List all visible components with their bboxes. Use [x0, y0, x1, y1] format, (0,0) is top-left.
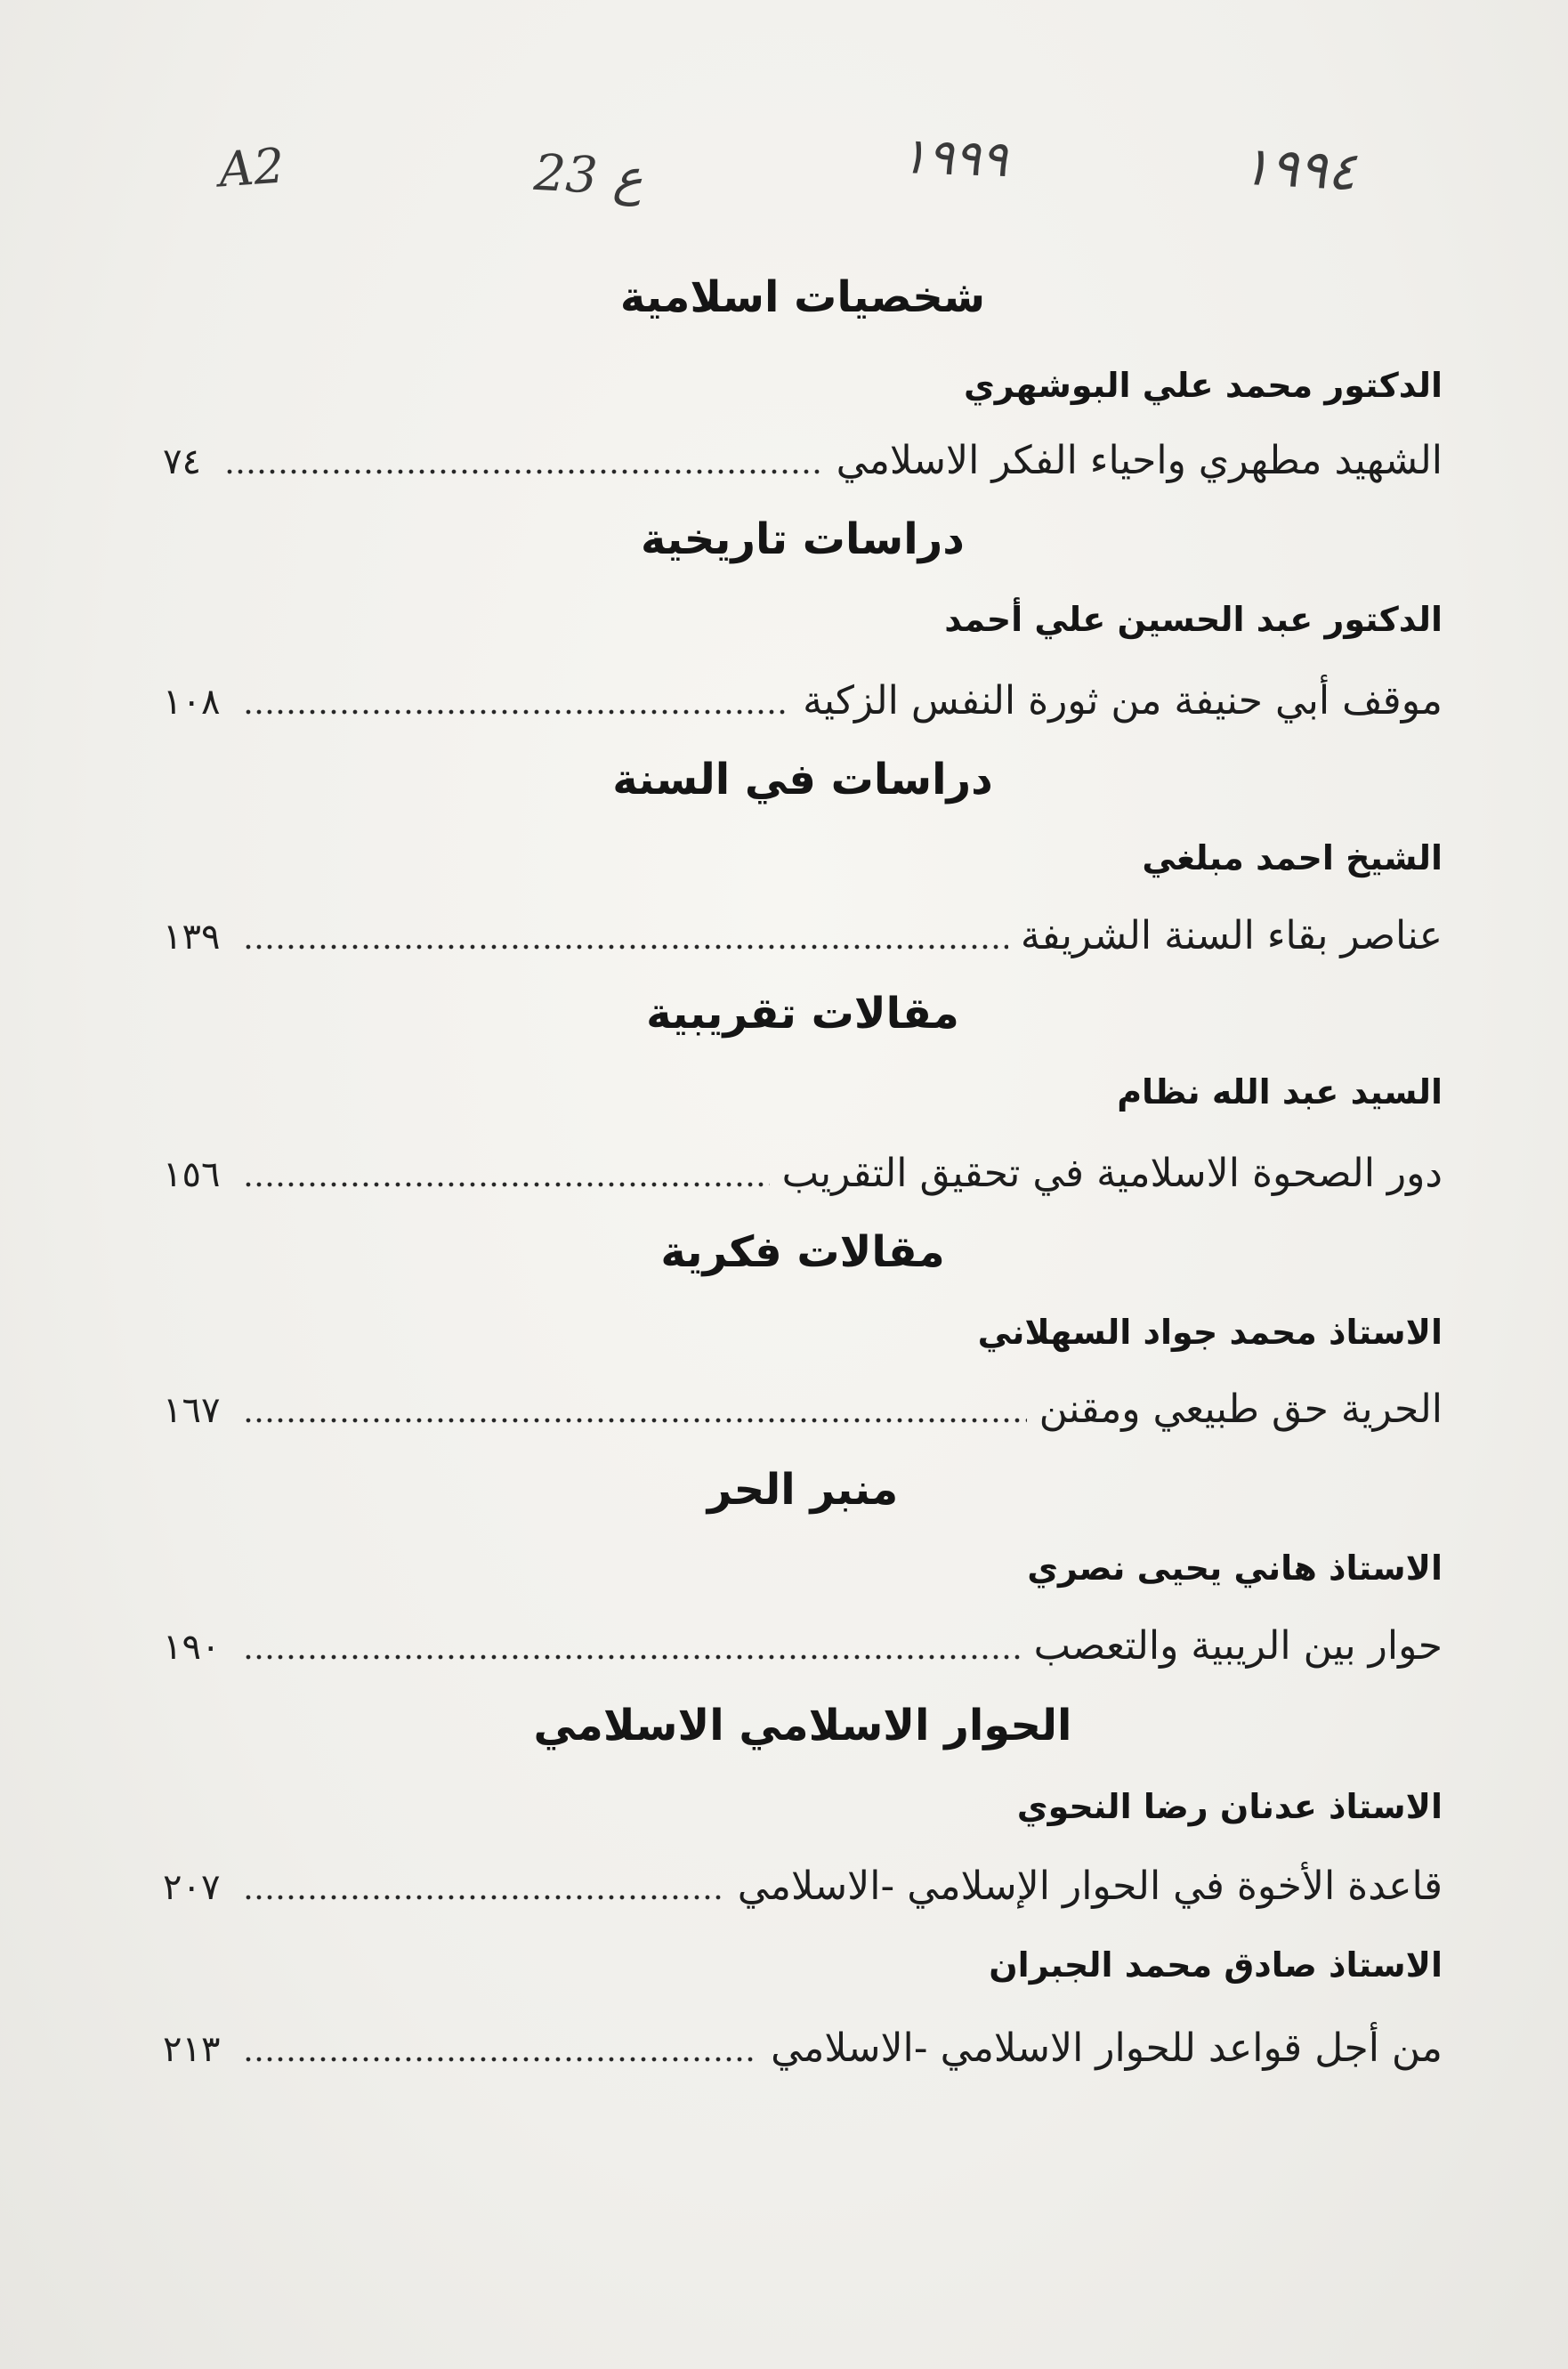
- article-title: من أجل قواعد للحوار الاسلامي -الاسلامي: [771, 2025, 1443, 2071]
- dot-leader: [243, 2017, 758, 2081]
- toc-entry: [163, 2017, 1443, 2081]
- page-number: ١٦٧: [163, 1390, 221, 1431]
- dot-leader: [243, 1378, 1026, 1442]
- article-title: الحرية حق طبيعي ومقنن: [1039, 1387, 1443, 1432]
- dot-leader: [243, 904, 1007, 968]
- page-number: ٢٠٧: [163, 1867, 221, 1908]
- article-title: قاعدة الأخوة في الحوار الإسلامي -الاسلامي: [737, 1864, 1443, 1909]
- article-title: حوار بين الريبية والتعصب: [1033, 1623, 1443, 1669]
- article-title: الشهيد مطهري واحياء الفكر الاسلامي: [836, 438, 1443, 483]
- page-number: ٧٤: [163, 441, 201, 482]
- toc-entry: [163, 429, 1443, 493]
- section-heading: دراسات تاريخية: [641, 514, 965, 564]
- page-number: ١٣٩: [163, 917, 221, 958]
- toc-entry: [163, 1855, 1443, 1919]
- section-heading: شخصيات اسلامية: [619, 272, 986, 322]
- article-author: السيد عبد الله نظام: [1117, 1072, 1443, 1112]
- handwritten-note-code: A2: [216, 137, 287, 198]
- article-author: الشيخ احمد مبلغي: [1142, 838, 1443, 877]
- article-author: الاستاذ هاني يحيى نصري: [1027, 1548, 1443, 1588]
- handwritten-note-issue: 23 ع: [532, 143, 645, 208]
- toc-entry: [163, 1142, 1443, 1206]
- article-title: عناصر بقاء السنة الشريفة: [1020, 913, 1443, 958]
- article-title: دور الصحوة الاسلامية في تحقيق التقريب: [781, 1151, 1443, 1196]
- article-title: موقف أبي حنيفة من ثورة النفس الزكية: [803, 678, 1443, 724]
- article-author: الاستاذ صادق محمد الجبران: [989, 1945, 1443, 1985]
- page-number: ٢١٣: [163, 2029, 221, 2070]
- section-heading: مقالات تقريبية: [646, 989, 959, 1039]
- dot-leader: [243, 1614, 1021, 1678]
- toc-entry: [163, 1378, 1443, 1442]
- handwritten-note-year: ١٩٩٤: [1240, 134, 1358, 204]
- toc-entry: [163, 1614, 1443, 1678]
- toc-entry: [163, 904, 1443, 968]
- section-heading: منبر الحر: [707, 1465, 899, 1515]
- article-author: الاستاذ عدنان رضا النحوي: [1016, 1787, 1443, 1826]
- dot-leader: [224, 429, 824, 493]
- page-number: ١٩٠: [163, 1627, 221, 1668]
- toc-entry: [163, 669, 1443, 733]
- article-author: الاستاذ محمد جواد السهلاني: [977, 1313, 1443, 1352]
- article-author: الدكتور عبد الحسين علي أحمد: [944, 600, 1443, 639]
- dot-leader: [243, 1855, 724, 1919]
- section-heading: دراسات في السنة: [612, 755, 993, 804]
- section-heading: الحوار الاسلامي الاسلامي: [533, 1701, 1072, 1750]
- page-number: ١٠٨: [163, 682, 221, 723]
- page-number: ١٥٦: [163, 1154, 221, 1195]
- article-author: الدكتور محمد علي البوشهري: [963, 366, 1443, 405]
- dot-leader: [243, 1142, 769, 1206]
- handwritten-note-year: ١٩٩٩: [899, 126, 1009, 190]
- section-heading: مقالات فكرية: [660, 1227, 945, 1277]
- dot-leader: [243, 669, 790, 733]
